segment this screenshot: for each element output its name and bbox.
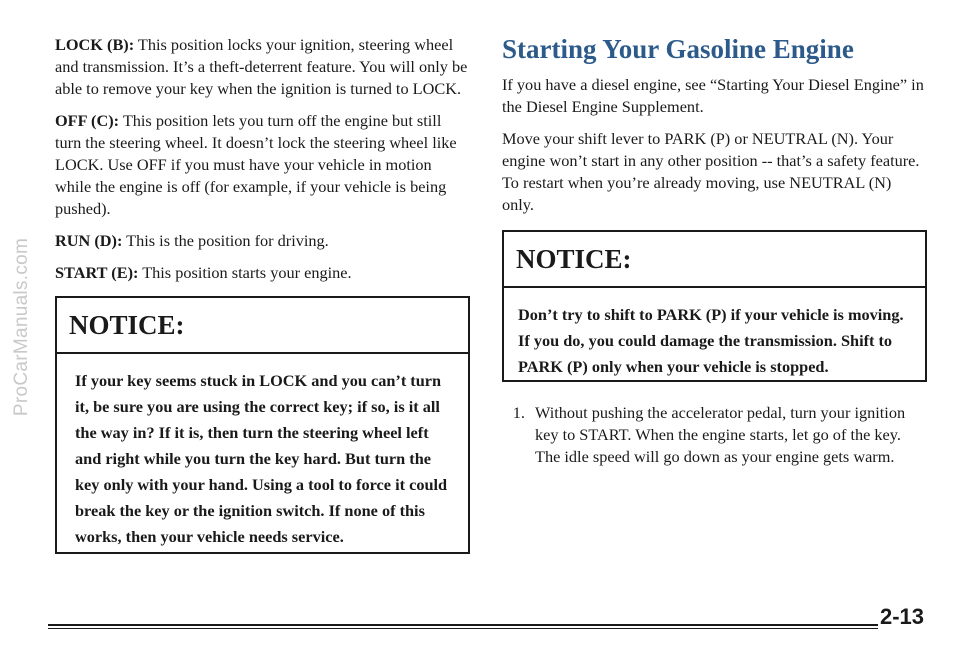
footer-rule-thin: [48, 628, 878, 629]
steps-list: [502, 402, 927, 468]
paragraph-lock: [55, 34, 470, 100]
term-lock: LOCK (B):: [55, 35, 135, 54]
paragraph-start: [55, 262, 470, 284]
list-item: 1. Without pushing the accelerator pedal, turn your ignition key to START. When the engine starts, let go of the key. The idle speed will go down as your engine gets warm.: [529, 402, 927, 468]
footer-rule: [48, 624, 878, 626]
notice-box-shift: [502, 230, 927, 382]
notice-body: If your key seems stuck in LOCK and you can’t turn it, be sure you are using the correct key; if so, is it all the way in? If it is, then turn the steering wheel left and right while you turn the key hard. But turn the key only with your hand. Using a tool to force it could break the key or the ignition switch. If none of this works, then your vehicle needs service.: [75, 371, 448, 546]
notice-heading: NOTICE:: [57, 298, 468, 354]
term-start: START (E):: [55, 263, 139, 282]
text-start: This position starts your engine.: [138, 263, 352, 282]
text-off: This position lets you turn off the engine but still turn the steering wheel. It doesn’t lock the steering wheel like LOCK. Use OFF if you must have your vehicle in motion while the engine is off (for example, if your vehicle is being pushed).: [55, 111, 457, 218]
notice-box-key: [55, 296, 470, 554]
right-column: [502, 34, 927, 468]
watermark-text: ProCarManuals.com: [11, 237, 32, 416]
notice-body: Don’t try to shift to PARK (P) if your vehicle is moving. If you do, you could damage the transmission. Shift to PARK (P) only when your vehicle is stopped.: [518, 305, 904, 376]
page-number: 2-13: [880, 604, 925, 629]
notice-heading: NOTICE:: [504, 232, 925, 288]
paragraph-run: [55, 230, 470, 252]
text-run: This is the position for driving.: [122, 231, 329, 250]
paragraph-shift: Move your shift lever to PARK (P) or NEUTRAL (N). Your engine won’t start in any other position -- that’s a safety feature. To restart when you’re already moving, use NEUTRAL (N) only.: [502, 129, 920, 214]
watermark: [6, 0, 38, 653]
text-lock: This position locks your ignition, steering wheel and transmission. It’s a theft-deterrent feature. You will only be able to remove your key when the ignition is turned to LOCK.: [55, 35, 468, 98]
paragraph-off: [55, 110, 470, 220]
term-off: OFF (C):: [55, 111, 120, 130]
term-run: RUN (D):: [55, 231, 123, 250]
section-heading: Starting Your Gasoline Engine: [502, 34, 854, 64]
paragraph-diesel: If you have a diesel engine, see “Starting Your Diesel Engine” in the Diesel Engine Supplement.: [502, 75, 924, 116]
left-column: [55, 34, 470, 554]
